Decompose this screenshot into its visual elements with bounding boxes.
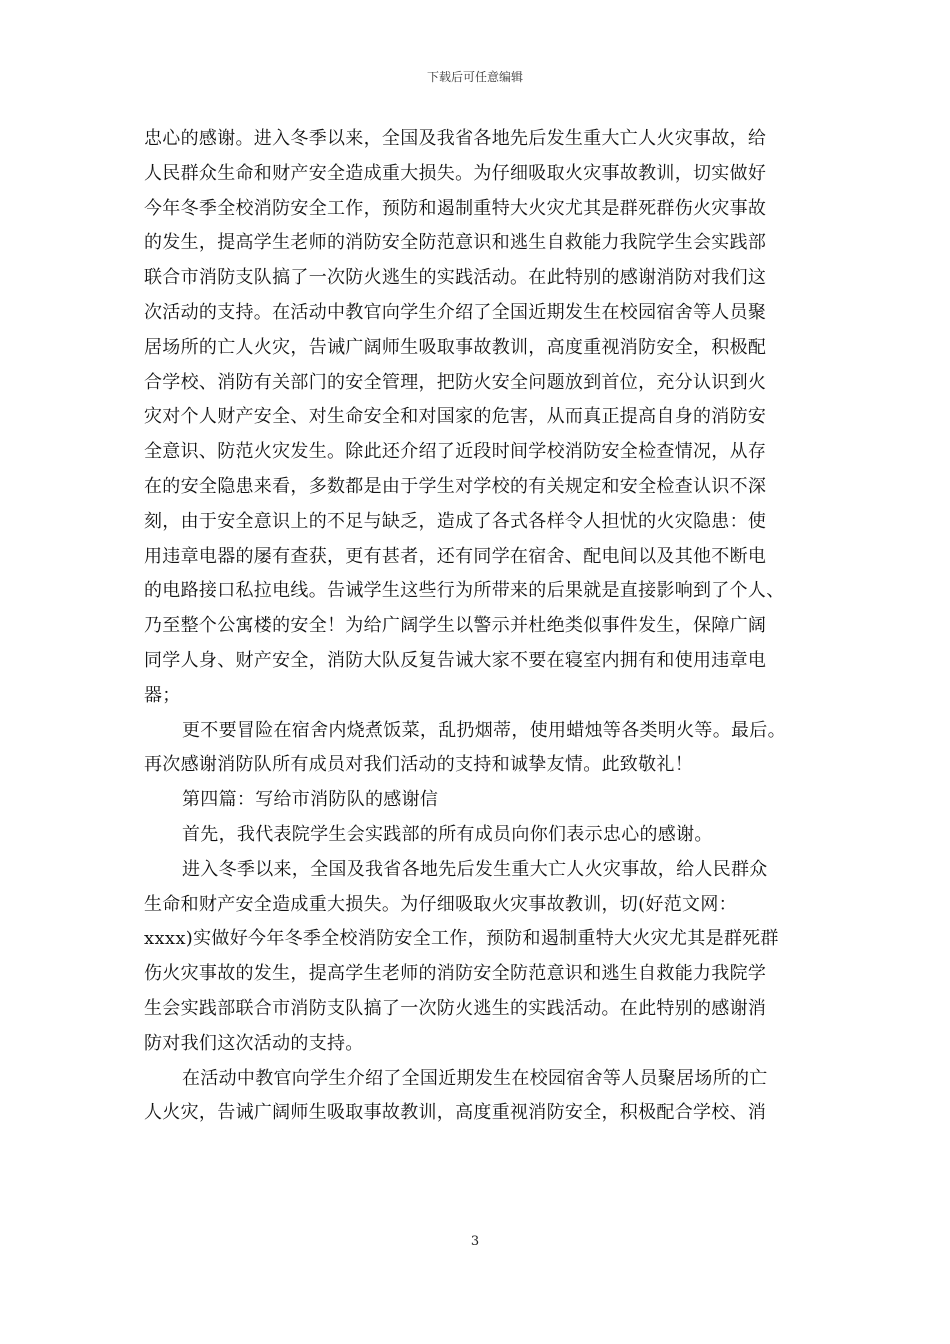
- text-line: 合学校、消防有关部门的安全管理，把防火安全问题放到首位，充分认识到火: [144, 371, 767, 393]
- text-line: 在的安全隐患来看，多数都是由于学生对学校的有关规定和安全检查认识不深: [144, 475, 767, 497]
- text-line: 同学人身、财产安全，消防大队反复告诫大家不要在寝室内拥有和使用违章电: [144, 649, 767, 671]
- text-line: 忠心的感谢。进入冬季以来，全国及我省各地先后发生重大亡人火灾事故，给: [144, 128, 767, 149]
- text-line: 生会实践部联合市消防支队搞了一次防火逃生的实践活动。在此特别的感谢消: [144, 997, 767, 1019]
- text-line: 生命和财产安全造成重大损失。为仔细吸取火灾事故教训，切(好范文网：: [144, 893, 737, 915]
- text-line: 用违章电器的屡有查获，更有甚者，还有同学在宿舍、配电间以及其他不断电: [144, 545, 767, 567]
- text-line: 再次感谢消防队所有成员对我们活动的支持和诚挚友情。此致敬礼！: [144, 754, 693, 776]
- text-line: 居场所的亡人火灾，告诫广阔师生吸取事故教训，高度重视消防安全，积极配: [144, 336, 767, 358]
- text-line: 在活动中教官向学生介绍了全国近期发生在校园宿舍等人员聚居场所的亡: [182, 1067, 768, 1089]
- page-header: 下载后可任意编辑: [426, 70, 523, 84]
- text-line: 第四篇：写给市消防队的感谢信: [182, 789, 439, 811]
- page-number: 3: [470, 1234, 480, 1249]
- text-line: xxxx)实做好今年冬季全校消防安全工作，预防和遏制重特大火灾尤其是群死群: [144, 928, 779, 950]
- text-line: 次活动的支持。在活动中教官向学生介绍了全国近期发生在校园宿舍等人员聚: [144, 301, 767, 323]
- text-line: 更不要冒险在宿舍内烧煮饭菜，乱扔烟蒂，使用蜡烛等各类明火等。最后。: [182, 719, 786, 741]
- text-line: 联合市消防支队搞了一次防火逃生的实践活动。在此特别的感谢消防对我们这: [144, 267, 767, 289]
- document-body: [144, 122, 808, 1131]
- text-line: 器；: [144, 684, 181, 706]
- text-line: 今年冬季全校消防安全工作，预防和遏制重特大火灾尤其是群死群伤火灾事故: [144, 197, 767, 219]
- text-line: 刻，由于安全意识上的不足与缺乏，造成了各式各样令人担忧的火灾隐患：使: [144, 510, 767, 532]
- text-line: 伤火灾事故的发生，提高学生老师的消防安全防范意识和逃生自救能力我院学: [144, 963, 767, 985]
- text-line: 灾对个人财产安全、对生命安全和对国家的危害，从而真正提高自身的消防安: [144, 406, 767, 428]
- text-line: 人火灾，告诫广阔师生吸取事故教训，高度重视消防安全，积极配合学校、消: [144, 1102, 767, 1124]
- text-line: 首先，我代表院学生会实践部的所有成员向你们表示忠心的感谢。: [182, 823, 713, 845]
- text-line: 乃至整个公寓楼的安全！为给广阔学生以警示并杜绝类似事件发生，保障广阔: [144, 615, 767, 637]
- text-line: 防对我们这次活动的支持。: [144, 1032, 364, 1054]
- text-line: 全意识、防范火灾发生。除此还介绍了近段时间学校消防安全检查情况，从存: [144, 441, 767, 463]
- text-line: 的电路接口私拉电线。告诫学生这些行为所带来的后果就是直接影响到了个人、: [144, 580, 785, 602]
- text-line: 进入冬季以来，全国及我省各地先后发生重大亡人火灾事故，给人民群众: [182, 858, 768, 880]
- text-line: 人民群众生命和财产安全造成重大损失。为仔细吸取火灾事故教训，切实做好: [144, 162, 767, 184]
- text-line: 的发生，提高学生老师的消防安全防范意识和逃生自救能力我院学生会实践部: [144, 232, 767, 254]
